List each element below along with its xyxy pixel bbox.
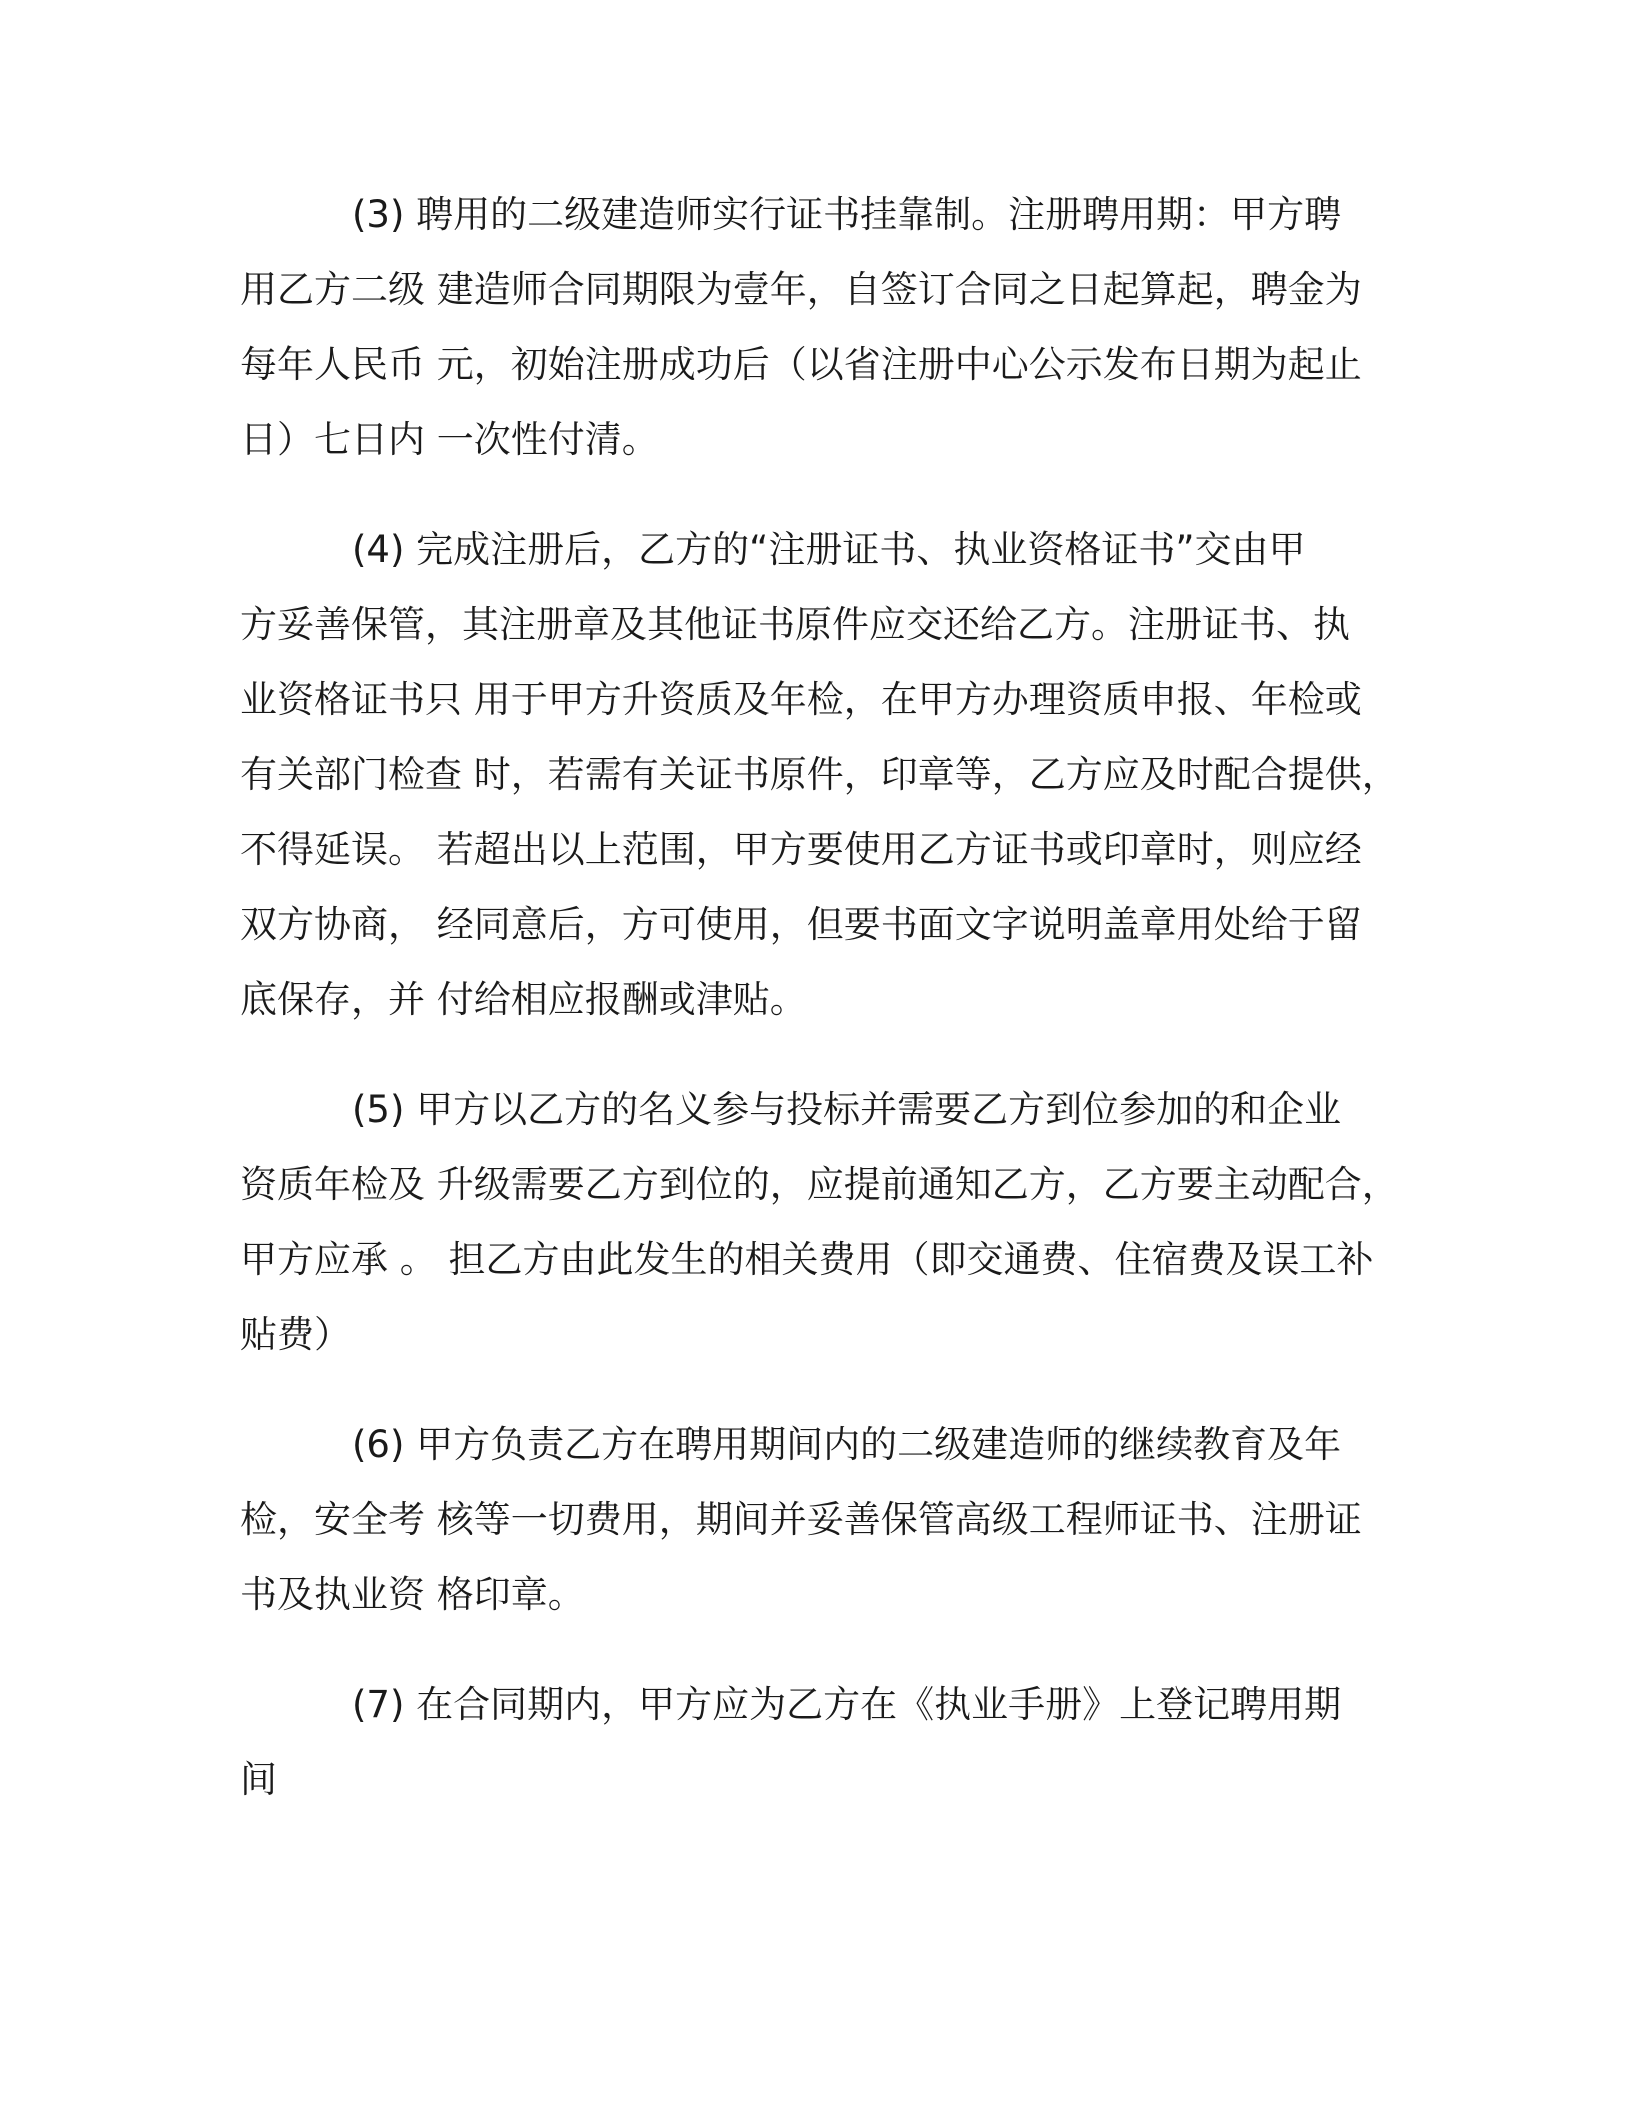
paragraph-5-line-4: 贴费） [240, 1313, 351, 1356]
paragraph-6-line-1: (6) 甲方负责乙方在聘用期间内的二级建造师的继续教育及年 [352, 1423, 1342, 1466]
paragraph-5-line-1: (5) 甲方以乙方的名义参与投标并需要乙方到位参加的和企业 [352, 1088, 1342, 1131]
paragraph-3-line-2: 用乙方二级 建造师合同期限为壹年，自签订合同之日起算起，聘金为 [240, 268, 1362, 311]
paragraph-4-line-1: (4) 完成注册后，乙方的“注册证书、执业资格证书”交由甲 [352, 528, 1306, 571]
paragraph-3-line-4: 日）七日内 一次性付清。 [240, 418, 659, 461]
paragraph-4-line-6: 双方协商， 经同意后，方可使用，但要书面文字说明盖章用处给于留 [240, 903, 1362, 946]
paragraph-4-line-3: 业资格证书只 用于甲方升资质及年检，在甲方办理资质申报、年检或 [240, 678, 1362, 721]
paragraph-6-line-2: 检，安全考 核等一切费用，期间并妥善保管高级工程师证书、注册证 [240, 1498, 1362, 1541]
paragraph-3-line-1: (3) 聘用的二级建造师实行证书挂靠制。注册聘用期：甲方聘 [352, 193, 1342, 236]
paragraph-4-line-2: 方妥善保管，其注册章及其他证书原件应交还给乙方。注册证书、执 [240, 603, 1350, 646]
paragraph-5-line-2: 资质年检及 升级需要乙方到位的，应提前通知乙方，乙方要主动配合， [240, 1163, 1399, 1206]
paragraph-7-line-2: 间 [240, 1758, 277, 1801]
paragraph-4-line-5: 不得延误。 若超出以上范围，甲方要使用乙方证书或印章时，则应经 [240, 828, 1362, 871]
paragraph-7-line-1: (7) 在合同期内，甲方应为乙方在《执业手册》上登记聘用期 [352, 1683, 1342, 1726]
paragraph-6-line-3: 书及执业资 格印章。 [240, 1573, 585, 1616]
paragraph-3-line-3: 每年人民币 元，初始注册成功后（以省注册中心公示发布日期为起止 [240, 343, 1362, 386]
paragraph-4-line-4: 有关部门检查 时，若需有关证书原件，印章等，乙方应及时配合提供， [240, 753, 1399, 796]
paragraph-5-line-3: 甲方应承 。 担乙方由此发生的相关费用（即交通费、住宿费及误工补 [240, 1238, 1374, 1281]
paragraph-4-line-7: 底保存，并 付给相应报酬或津贴。 [240, 978, 807, 1021]
